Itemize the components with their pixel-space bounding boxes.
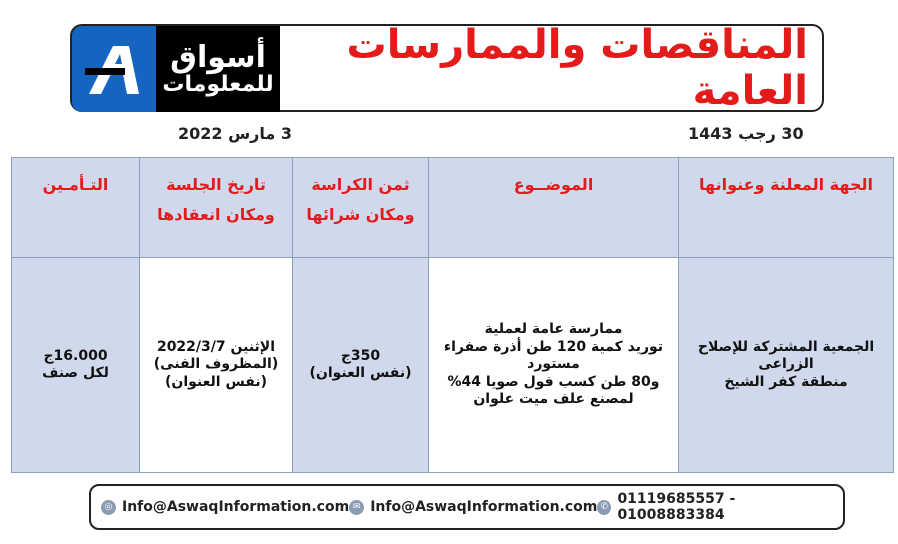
contact-footer xyxy=(89,484,845,530)
gregorian-date: 3 مارس 2022 xyxy=(178,124,293,143)
header-session: تاريخ الجلسة ومكان انعقادها xyxy=(140,158,293,258)
envelope-icon: ✉ xyxy=(349,500,364,515)
header-price: ثمن الكراسة ومكان شرائها xyxy=(293,158,429,258)
page-title: المناقصات والممارسات العامة xyxy=(346,22,808,114)
header-subject: الموضــوع xyxy=(429,158,679,258)
cell-price: 350ج (نفس العنوان) xyxy=(293,258,429,473)
logo-line-1: أسواق xyxy=(170,39,266,75)
aswaq-logo xyxy=(72,26,280,112)
header-entity: الجهة المعلنة وعنوانها xyxy=(679,158,894,258)
header-insurance: التـأمـين xyxy=(12,158,140,258)
phone-icon: ✆ xyxy=(597,500,611,515)
logo-a-icon xyxy=(72,26,156,112)
contact-phones[interactable] xyxy=(597,491,833,523)
cell-insurance: 16.000ج لكل صنف xyxy=(12,258,140,473)
contact-email-1[interactable] xyxy=(101,499,349,515)
table-header-row xyxy=(12,158,894,258)
table-row xyxy=(12,258,894,473)
contact-email-2[interactable] xyxy=(349,499,597,515)
hijri-date: 30 رجب 1443 xyxy=(688,124,804,143)
cell-session: الإثنين 2022/3/7 (المظروف الفنى) (نفس العنوان) xyxy=(140,258,293,473)
phones-text: 01119685557 - 01008883384 xyxy=(617,491,736,523)
cell-entity: الجمعية المشتركة للإصلاح الزراعى منطقة كفر الشيخ xyxy=(679,258,894,473)
logo-line-2: للمعلومات xyxy=(162,72,274,98)
logo-wordmark xyxy=(156,39,280,98)
cell-subject: ممارسة عامة لعملية توريد كمية 120 طن أذرة صفراء مستورد و80 طن كسب فول صويا 44% لمصنع علف ميت علوان xyxy=(429,258,679,473)
email-1-text: Info@AswaqInformation.com xyxy=(122,499,350,515)
globe-icon: ◎ xyxy=(101,500,116,515)
tenders-table xyxy=(11,157,894,473)
email-2-text: Info@AswaqInformation.com xyxy=(370,499,598,515)
